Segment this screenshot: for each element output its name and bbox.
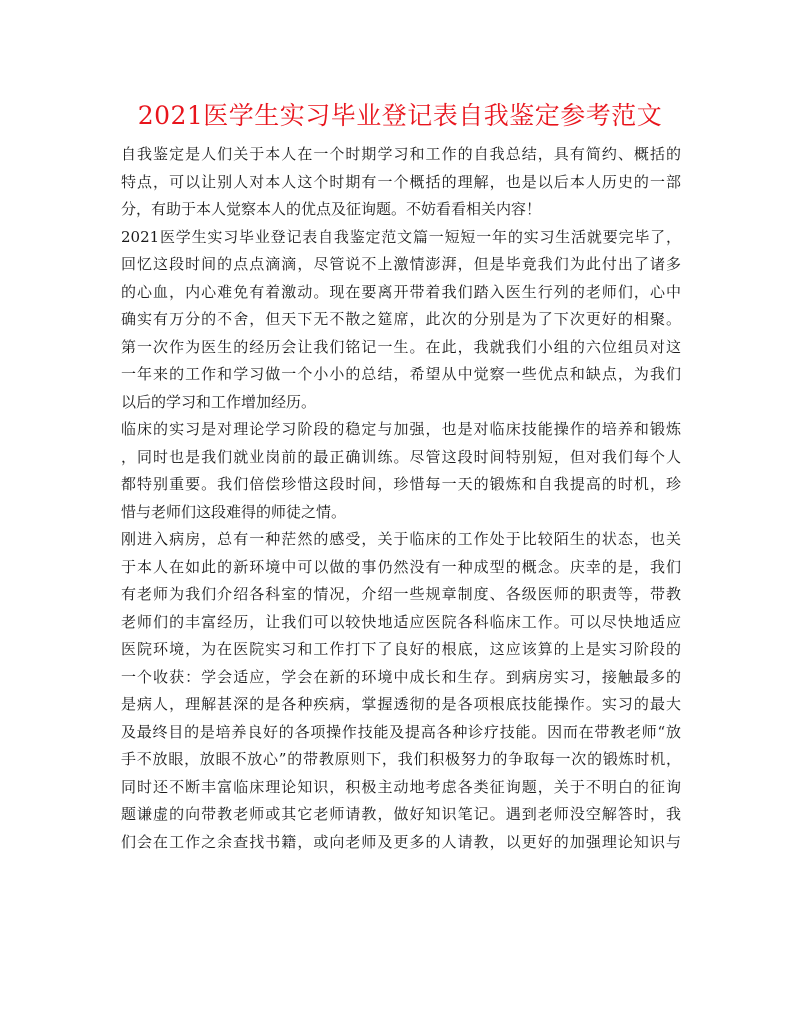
text-line: 题谦虚的向带教老师或其它老师请教，做好知识笔记。遇到老师没空解答时，我 xyxy=(121,805,681,823)
text-line: 自我鉴定是人们关于本人在一个时期学习和工作的自我总结，具有简约、概括的 xyxy=(121,145,681,163)
document-body xyxy=(121,141,681,856)
text-line: 临床的实习是对理论学习阶段的稳定与加强，也是对临床技能操作的培养和锻炼 xyxy=(121,420,681,438)
text-line: 医院环境，为在医院实习和工作打下了良好的根底，这应该算的上是实习阶段的 xyxy=(121,640,681,658)
text-line: 是病人，理解甚深的是各种疾病，掌握透彻的是各项根底技能操作。实习的最大 xyxy=(121,695,681,713)
text-line: 于本人在如此的新环境中可以做的事仍然没有一种成型的概念。庆幸的是，我们 xyxy=(121,557,681,576)
text-line: 都特别重要。我们倍偿珍惜这段时间，珍惜每一天的锻炼和自我提高的时机，珍 xyxy=(121,475,681,493)
document-title: 2021医学生实习毕业登记表自我鉴定参考范文 xyxy=(137,101,663,130)
text-line: 的心血，内心难免有着激动。现在要离开带着我们踏入医生行列的老师们，心中 xyxy=(121,282,681,301)
text-line: 分，有助于本人觉察本人的优点及征询题。不妨看看相关内容！ xyxy=(121,200,542,218)
text-line: 们会在工作之余查找书籍，或向老师及更多的人请教，以更好的加强理论知识与 xyxy=(121,832,681,851)
text-line: 2021医学生实习毕业登记表自我鉴定范文篇一短短一年的实习生活就要完毕了， xyxy=(121,227,681,246)
text-line: 老师们的丰富经历，让我们可以较快地适应医院各科临床工作。可以尽快地适应 xyxy=(121,612,681,631)
text-line: 惜与老师们这段难得的师徒之情。 xyxy=(121,502,347,521)
text-line: 及最终目的是培养良好的各项操作技能及提高各种诊疗技能。因而在带教老师“放 xyxy=(121,722,681,741)
text-line: 确实有万分的不舍，但天下无不散之筵席，此次的分别是为了下次更好的相聚。 xyxy=(121,310,681,328)
text-line: 刚进入病房，总有一种茫然的感受，关于临床的工作处于比较陌生的状态，也关 xyxy=(121,530,681,548)
text-line: 一年来的工作和学习做一个小小的总结，希望从中觉察一些优点和缺点，为我们 xyxy=(121,365,681,383)
text-line: 有老师为我们介绍各科室的情况，介绍一些规章制度、各级医师的职责等，带教 xyxy=(121,585,681,603)
text-line: 特点，可以让别人对本人这个时期有一个概括的理解，也是以后本人历史的一部 xyxy=(121,172,681,191)
text-line: 同时还不断丰富临床理论知识，积极主动地考虑各类征询题，关于不明白的征询 xyxy=(121,777,681,796)
text-line: 回忆这段时间的点点滴滴，尽管说不上激情澎湃，但是毕竟我们为此付出了诸多 xyxy=(121,255,681,273)
text-line: 以后的学习和工作增加经历。 xyxy=(121,392,317,411)
text-line: ，同时也是我们就业岗前的最正确训练。尽管这段时间特别短，但对我们每个人 xyxy=(121,447,681,466)
text-line: 手不放眼，放眼不放心”的带教原则下，我们积极努力的争取每一次的锻炼时机， xyxy=(121,750,681,768)
text-line: 一个收获：学会适应，学会在新的环境中成长和生存。到病房实习，接触最多的 xyxy=(121,667,681,686)
text-line: 第一次作为医生的经历会让我们铭记一生。在此，我就我们小组的六位组员对这 xyxy=(121,337,681,356)
